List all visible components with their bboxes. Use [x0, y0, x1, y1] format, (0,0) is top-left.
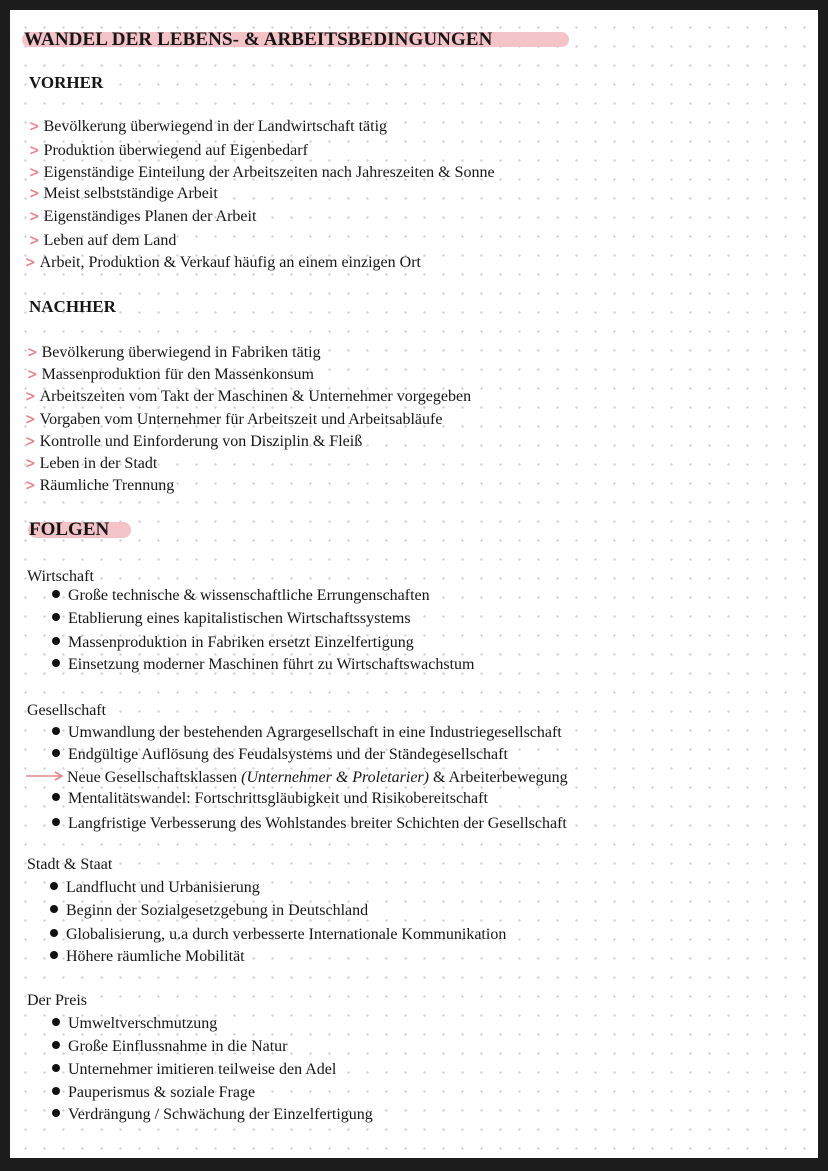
preis-label: Der Preis — [27, 992, 87, 1009]
arrow-icon: > — [24, 410, 36, 428]
list-item: Landflucht und Urbanisierung — [50, 879, 260, 897]
bullet-icon — [52, 1064, 60, 1072]
arrow-icon: > — [28, 231, 40, 249]
list-item: > Eigenständige Einteilung der Arbeitszeiten nach Jahreszeiten & Sonne — [28, 163, 495, 181]
list-item: Massenproduktion in Fabriken ersetzt Einzelfertigung — [52, 634, 414, 652]
list-item: Endgültige Auflösung des Feudalsystems und der Ständegesellschaft — [52, 746, 508, 764]
list-item: > Arbeitszeiten vom Takt der Maschinen & Unternehmer vorgegeben — [24, 387, 472, 405]
list-item: Globalisierung, u.a durch verbesserte Internationale Kommunikation — [50, 926, 506, 944]
long-arrow-icon — [26, 771, 64, 781]
bullet-icon — [52, 590, 60, 598]
list-item: > Bevölkerung überwiegend in der Landwirtschaft tätig — [28, 117, 388, 135]
page-title: WANDEL DER LEBENS- & ARBEITSBEDINGUNGEN — [24, 29, 493, 50]
list-item: Höhere räumliche Mobilität — [50, 948, 245, 966]
notebook-page — [10, 10, 818, 1158]
bullet-icon — [52, 659, 60, 667]
list-item: > Eigenständiges Planen der Arbeit — [28, 207, 257, 225]
arrow-icon: > — [24, 476, 36, 494]
arrow-list-item: Neue Gesellschaftsklassen (Unternehmer & Proletarier) & Arbeiterbewegung — [26, 769, 568, 787]
bullet-icon — [52, 793, 60, 801]
list-item: > Kontrolle und Einforderung von Disziplin & Fleiß — [24, 432, 363, 450]
arrow-icon: > — [28, 207, 40, 225]
arrow-icon: > — [24, 387, 36, 405]
arrow-icon: > — [28, 141, 40, 159]
list-item: Einsetzung moderner Maschinen führt zu Wirtschaftswachstum — [52, 656, 475, 674]
list-item: Unternehmer imitieren teilweise den Adel — [52, 1061, 336, 1079]
list-item: > Massenproduktion für den Massenkonsum — [26, 365, 314, 383]
arrow-icon: > — [28, 117, 40, 135]
nachher-heading: NACHHER — [29, 297, 116, 316]
wirtschaft-label: Wirtschaft — [27, 568, 94, 585]
bullet-icon — [52, 637, 60, 645]
list-item: Umweltverschmutzung — [52, 1015, 217, 1033]
arrow-icon: > — [24, 253, 36, 271]
bullet-icon — [52, 1109, 60, 1117]
bullet-icon — [50, 905, 58, 913]
arrow-icon: > — [26, 365, 38, 383]
list-item: > Produktion überwiegend auf Eigenbedarf — [28, 141, 308, 159]
bullet-icon — [50, 882, 58, 890]
stadt-staat-label: Stadt & Staat — [27, 856, 113, 873]
list-item: > Meist selbstständige Arbeit — [28, 184, 218, 202]
bullet-icon — [52, 749, 60, 757]
bullet-icon — [52, 613, 60, 621]
bullet-icon — [52, 1087, 60, 1095]
list-item: > Arbeit, Produktion & Verkauf häufig an einem einzigen Ort — [24, 253, 421, 271]
arrow-icon: > — [26, 343, 38, 361]
arrow-icon: > — [28, 184, 40, 202]
gesellschaft-label: Gesellschaft — [27, 702, 107, 719]
list-item: Langfristige Verbesserung des Wohlstandes breiter Schichten der Gesellschaft — [52, 815, 567, 833]
list-item: Umwandlung der bestehenden Agrargesellschaft in eine Industriegesellschaft — [52, 724, 562, 742]
list-item: Große Einflussnahme in die Natur — [52, 1038, 288, 1056]
bullet-icon — [50, 929, 58, 937]
bullet-icon — [52, 818, 60, 826]
list-item: > Vorgaben vom Unternehmer für Arbeitszeit und Arbeitsabläufe — [24, 410, 443, 428]
list-item: Pauperismus & soziale Frage — [52, 1084, 255, 1102]
bullet-icon — [52, 1041, 60, 1049]
bullet-icon — [52, 1018, 60, 1026]
list-item: > Leben in der Stadt — [24, 454, 158, 472]
list-item: Etablierung eines kapitalistischen Wirtschaftssystems — [52, 610, 411, 628]
list-item: Beginn der Sozialgesetzgebung in Deutschland — [50, 902, 368, 920]
list-item: > Bevölkerung überwiegend in Fabriken tätig — [26, 343, 321, 361]
arrow-icon: > — [24, 432, 36, 450]
list-item: Verdrängung / Schwächung der Einzelfertigung — [52, 1106, 373, 1124]
bullet-icon — [50, 951, 58, 959]
list-item: > Leben auf dem Land — [28, 231, 177, 249]
list-item: Mentalitätswandel: Fortschrittsgläubigkeit und Risikobereitschaft — [52, 790, 488, 808]
list-item: > Räumliche Trennung — [24, 476, 175, 494]
folgen-heading: FOLGEN — [29, 519, 110, 540]
arrow-icon: > — [28, 163, 40, 181]
arrow-icon: > — [24, 454, 36, 472]
list-item: Große technische & wissenschaftliche Errungenschaften — [52, 587, 430, 605]
vorher-heading: VORHER — [29, 73, 104, 92]
bullet-icon — [52, 727, 60, 735]
